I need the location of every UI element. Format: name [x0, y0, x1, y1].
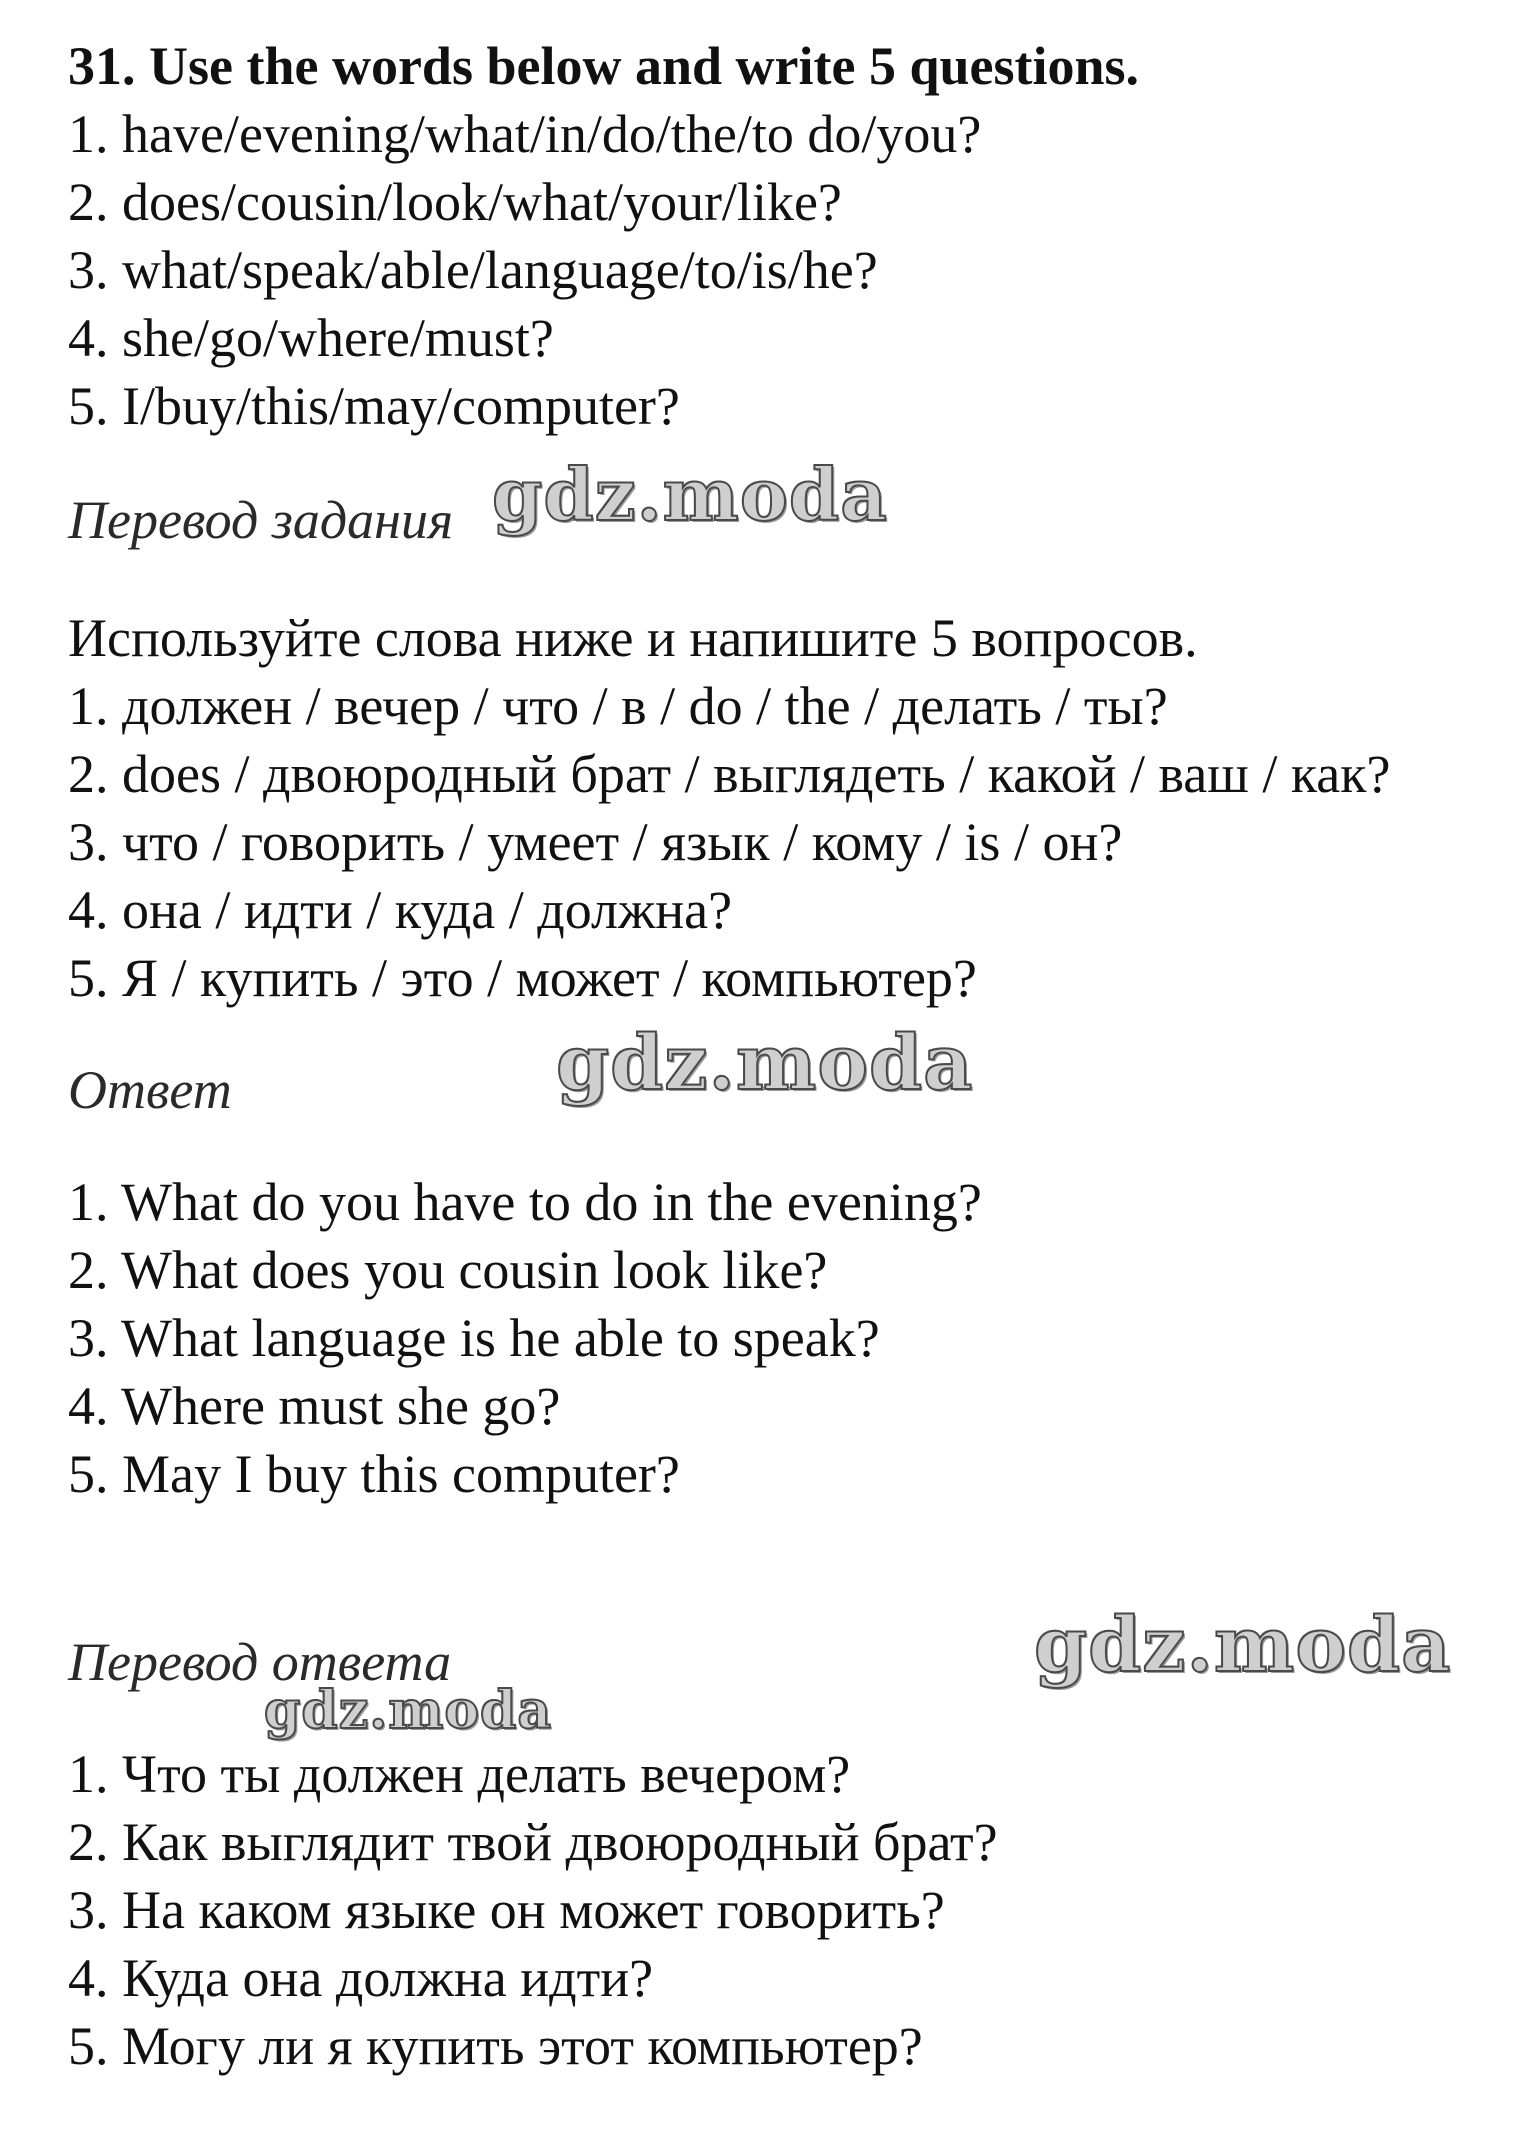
answer-translation-item-2: 2. Как выглядит твой двоюродный брат? [68, 1812, 998, 1872]
answer-translation-heading: Перевод ответа [68, 1632, 452, 1692]
answer-item-4: 4. Where must she go? [68, 1376, 561, 1436]
task-translation-intro: Используйте слова ниже и напишите 5 вопросов. [68, 608, 1198, 668]
answer-translation-item-5: 5. Могу ли я купить этот компьютер? [68, 2016, 923, 2076]
watermark-logo: gdz.moda [1034, 1600, 1452, 1689]
answer-translation-item-1: 1. Что ты должен делать вечером? [68, 1744, 851, 1804]
task-translation-heading: Перевод задания [68, 490, 454, 550]
answer-item-5: 5. May I buy this computer? [68, 1444, 680, 1504]
watermark-logo: gdz.moda [492, 452, 888, 537]
answer-item-2: 2. What does you cousin look like? [68, 1240, 828, 1300]
answer-heading: Ответ [68, 1060, 232, 1120]
task-translation-item-3: 3. что / говорить / умеет / язык / кому / is / он? [68, 812, 1123, 872]
task-title: 31. Use the words below and write 5 questions. [68, 36, 1140, 96]
task-item-4: 4. she/go/where/must? [68, 308, 554, 368]
watermark-logo: gdz.moda [556, 1018, 974, 1107]
task-translation-item-2: 2. does / двоюродный брат / выглядеть / какой / ваш / как? [68, 744, 1391, 804]
answer-item-1: 1. What do you have to do in the evening? [68, 1172, 982, 1232]
task-item-5: 5. I/buy/this/may/computer? [68, 376, 680, 436]
task-item-1: 1. have/evening/what/in/do/the/to do/you? [68, 104, 982, 164]
answer-translation-item-3: 3. На каком языке он может говорить? [68, 1880, 945, 1940]
answer-translation-item-4: 4. Куда она должна идти? [68, 1948, 654, 2008]
task-item-3: 3. what/speak/able/language/to/is/he? [68, 240, 878, 300]
answer-item-3: 3. What language is he able to speak? [68, 1308, 880, 1368]
task-translation-item-5: 5. Я / купить / это / может / компьютер? [68, 948, 977, 1008]
task-translation-item-1: 1. должен / вечер / что / в / do / the / делать / ты? [68, 676, 1168, 736]
task-item-2: 2. does/cousin/look/what/your/like? [68, 172, 842, 232]
task-translation-item-4: 4. она / идти / куда / должна? [68, 880, 733, 940]
watermark-logo: gdz.moda [264, 1680, 553, 1741]
